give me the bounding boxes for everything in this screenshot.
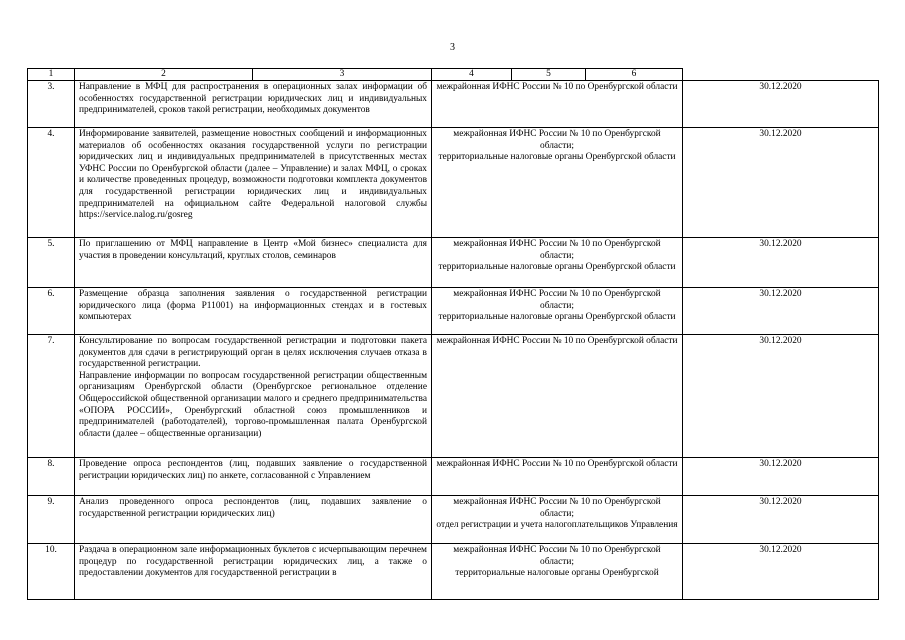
responsible-executor: межрайонная ИФНС России № 10 по Оренбургской области;: [453, 289, 661, 311]
deadline-date: 30.12.2020: [683, 128, 879, 238]
deadline-date: 30.12.2020: [683, 458, 879, 496]
responsible-cell: [432, 496, 683, 544]
measure-text-continued: Направление информации по вопросам государственной регистрации общественным организациям Оренбургской области (Оренбургское региональное отделение Общероссийской общественной организации малого и среднего предпринимательства «ОПОРА РОССИИ», Оренбургский областной союз промышленников и предпринимателей (работодателей), торгово-промышленная палата Оренбургской области (далее – общественные организации): [79, 370, 427, 439]
measure-text: Проведение опроса респондентов (лиц, подавших заявление о государственной регистрации юридических лиц) по анкете, согласованной с Управлением: [79, 459, 427, 481]
measure-text-cell: [75, 544, 432, 600]
responsible-executor: территориальные налоговые органы Оренбургской области: [438, 152, 676, 163]
row-number: 5.: [28, 238, 75, 288]
table-row: [28, 458, 879, 496]
responsible-cell: [432, 81, 683, 128]
deadline-date: 30.12.2020: [683, 544, 879, 600]
measure-text-cell: [75, 128, 432, 238]
responsible-executor: межрайонная ИФНС России № 10 по Оренбургской области;: [453, 239, 661, 261]
table-row: [28, 335, 879, 458]
header-cell: 5: [512, 69, 586, 81]
row-number: 10.: [28, 544, 75, 600]
table-row: [28, 81, 879, 128]
deadline-date: 30.12.2020: [683, 238, 879, 288]
header-cell: 2: [75, 69, 253, 81]
row-number: 7.: [28, 335, 75, 458]
page-number: 3: [450, 42, 455, 53]
deadline-date: 30.12.2020: [683, 288, 879, 335]
deadline-date: 30.12.2020: [683, 81, 879, 128]
responsible-executor: межрайонная ИФНС России № 10 по Оренбургской области;: [453, 129, 661, 151]
measure-text-cell: [75, 335, 432, 458]
measure-text-cell: [75, 496, 432, 544]
responsible-executor: межрайонная ИФНС России № 10 по Оренбургской области;: [453, 545, 661, 567]
responsible-cell: [432, 288, 683, 335]
measure-text: Анализ проведенного опроса респондентов (лиц, подавших заявление о государственной регистрации юридических лиц): [79, 497, 427, 519]
measure-text-cell: [75, 458, 432, 496]
responsible-executor: территориальные налоговые органы Оренбургской области: [438, 312, 676, 323]
measure-text: Размещение образца заполнения заявления о государственной регистрации юридического лица (форма Р11001) на информационных стендах и в гостевых компьютерах: [79, 289, 427, 323]
measure-text-cell: [75, 238, 432, 288]
header-cell: 3: [253, 69, 432, 81]
responsible-executor: межрайонная ИФНС России № 10 по Оренбургской области: [436, 459, 678, 469]
responsible-executor: территориальные налоговые органы Оренбургской области: [438, 262, 676, 273]
row-number: 3.: [28, 81, 75, 128]
responsible-executor: межрайонная ИФНС России № 10 по Оренбургской области;: [453, 497, 661, 519]
header-cell: 6: [586, 69, 683, 81]
measure-text: Консультирование по вопросам государственной регистрации и подготовки пакета документов для сдачи в регистрирующий орган в целях исключения случаев отказа в государственной регистрации.: [79, 336, 427, 370]
table-row: [28, 288, 879, 335]
table-row: [28, 128, 879, 238]
responsible-cell: [432, 544, 683, 600]
responsible-cell: [432, 128, 683, 238]
row-number: 9.: [28, 496, 75, 544]
deadline-date: 30.12.2020: [683, 496, 879, 544]
measure-text-cell: [75, 81, 432, 128]
responsible-executor: территориальные налоговые органы Оренбургской: [455, 568, 659, 579]
header-cell: 1: [28, 69, 75, 81]
responsible-executor: межрайонная ИФНС России № 10 по Оренбургской области: [436, 82, 678, 92]
measure-text: Раздача в операционном зале информационных буклетов с исчерпывающим перечнем процедур по государственной регистрации юридических лиц, а также о предоставлении документов для государственной регистрации в: [79, 545, 427, 579]
responsible-executor: отдел регистрации и учета налогоплательщиков Управления: [436, 520, 678, 531]
responsible-executor: межрайонная ИФНС России № 10 по Оренбургской области: [436, 336, 678, 346]
table-row: [28, 496, 879, 544]
measure-text: Направление в МФЦ для распространения в операционных залах информации об особенностях государственной регистрации юридических лиц и индивидуальных предпринимателей, сроков такой регистрации, необходимых документов: [79, 82, 427, 116]
measure-text: По приглашению от МФЦ направление в Центр «Мой бизнес» специалиста для участия в проведении консультаций, круглых столов, семинаров: [79, 239, 427, 261]
measure-text: Информирование заявителей, размещение новостных сообщений и информационных материалов об особенностях оказания государственной услуги по регистрации юридических лиц и индивидуальных предпринимателей в присутственных местах УФНС России по Оренбургской области (далее – Управление) и залах МФЦ, о сроках и количестве проведенных процедур, возможности подготовки комплекта документов для государственной регистрации юридических лиц и индивидуальных предпринимателей на официальном сайте Федеральной налоговой службы https://service.nalog.ru/gosreg: [79, 129, 427, 221]
row-number: 4.: [28, 128, 75, 238]
responsible-cell: [432, 335, 683, 458]
responsible-cell: [432, 458, 683, 496]
deadline-date: 30.12.2020: [683, 335, 879, 458]
header-row: [28, 69, 879, 81]
table-row: [28, 238, 879, 288]
row-number: 8.: [28, 458, 75, 496]
row-number: 6.: [28, 288, 75, 335]
responsible-cell: [432, 238, 683, 288]
measure-text-cell: [75, 288, 432, 335]
table-row: [28, 544, 879, 600]
header-cell: 4: [432, 69, 512, 81]
measures-table: [27, 68, 879, 600]
